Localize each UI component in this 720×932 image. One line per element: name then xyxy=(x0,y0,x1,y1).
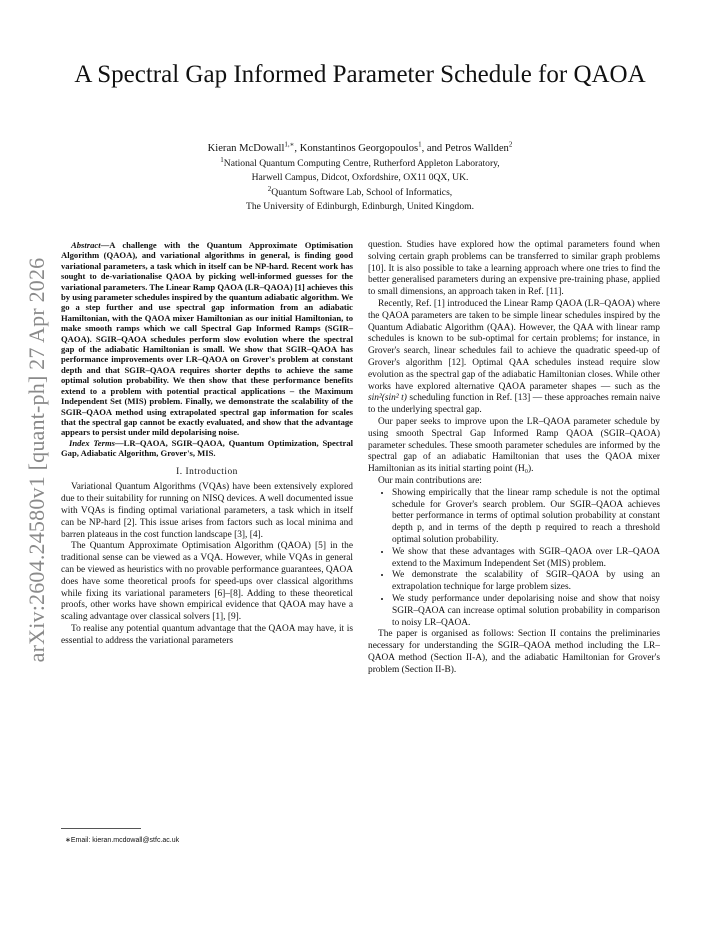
author-name: Kieran McDowall xyxy=(207,143,285,154)
footnote: ∗Email: kieran.mcdowall@stfc.ac.uk xyxy=(65,837,180,844)
contributions-list xyxy=(368,488,660,630)
author-sup: 1,∗ xyxy=(284,140,295,149)
paragraph-text: scheduling function in Ref. [13] — these approaches remain naive to the underlying spectral gap. xyxy=(368,393,660,416)
affiliation-sup: 2 xyxy=(267,184,272,193)
footnote-rule xyxy=(61,828,141,829)
paragraph xyxy=(368,299,660,417)
affiliation-sup: 1 xyxy=(220,155,224,164)
affiliation-line xyxy=(60,186,660,200)
paper-title: A Spectral Gap Informed Parameter Schedule for QAOA xyxy=(74,61,646,88)
abstract-text: —A challenge with the Quantum Approximate Optimisation Algorithm (QAOA), and variational algorithms in general, is finding good variational parameters, a task which in itself can be NP-hard. Recent work has sought to de-variationalise QAOA by picking well-informed guesses for the variational parameters. The Linear Ramp QAOA (LR–QAOA) [1] achieves this by using parameter schedules inspired by the quantum adiabatic algorithm. We go a step further and use spectral gap information from an adiabatic Hamiltonian, with the QAOA mixer Hamiltonian as our initial Hamiltonian, to make smooth ramps which we call Spectral Gap Informed Ramps (SGIR–QAOA). SGIR–QAOA schedules perform slow evolution where the spectral gap of the adiabatic Hamiltonian is small. We show that SGIR–QAOA has performance improvements over LR–QAOA on Grover's problem at constant depth and that SGIR–QAOA requires shorter depths to achieve the same optimal solution probability. We then show that these performance benefits extend to a problem with potential practical applications – the Maximum Independent Set (MIS) problem. Finally, we demonstrate the scalability of the SGIR–QAOA method using extrapolated spectral gap information for scales that the spectral gap cannot be exactly evaluated, and show that the advantage appears to persist under mild depolarising noise. xyxy=(61,240,353,438)
left-column xyxy=(61,240,353,647)
paragraph: Our paper seeks to improve upon the LR–QAOA parameter schedule by using smooth Spectral Gap Informed Ramp QAOA (SGIR–QAOA) parameter schedules. These smooth parameter schedules are informed by the spectral gap of an adiabatic Hamiltonian that uses the QAOA mixer Hamiltonian as its initial starting point (H₀). xyxy=(368,416,660,475)
affiliations xyxy=(60,157,660,215)
list-item: • We study performance under depolarising noise and show that noisy SGIR–QAOA can increase optimal solution probability in comparison to noisy LR–QAOA. xyxy=(392,594,660,629)
author-sup: 2 xyxy=(508,140,513,149)
affiliation-line xyxy=(60,157,660,171)
index-terms-text: —LR–QAOA, SGIR–QAOA, Quantum Optimization, Spectral Gap, Adiabatic Algorithm, Grover's, MIS. xyxy=(61,437,354,459)
paragraph: question. Studies have explored how the optimal parameters found when solving certain graph problems can be transferred to similar graph problems [10]. It is also possible to take a learning approach where one tries to find the better generalised parameters during an expensive pre-training phase, applied to small dimensions, an approach taken in Ref. [11]. xyxy=(368,240,660,298)
author-line xyxy=(60,142,660,156)
list-item: • We demonstrate the scalability of SGIR–QAOA by using an extrapolation technique for large problem sizes. xyxy=(392,570,660,594)
affiliation-text: Quantum Software Lab, School of Informatics, xyxy=(271,186,453,198)
paragraph-text: Recently, Ref. [1] introduced the Linear Ramp QAOA (LR–QAOA) where the QAOA parameters are taken to be simple linear schedules inspired by the Quantum Adiabatic Algorithm (QAA). However, the QAA with linear ramp schedules is known to be sub-optimal for certain problems; for instance, in Grover's search, linear schedules fail to achieve the quadratic speed-up of Grover's algorithm [12]. Optimal QAA schedules instead require slow evolution as the spectral gap of the adiabatic Hamiltonian closes. While other works have explored alternative QAOA parameter shapes — such as the xyxy=(368,298,660,392)
abstract xyxy=(61,240,353,438)
paragraph: Variational Quantum Algorithms (VQAs) have been extensively explored due to their suitability for running on NISQ devices. A well documented issue with VQAs is finding optimal variational parameters, a task which in itself can be NP-hard [2]. This issue arises from factors such as local minima and barren plateaus in the cost function landscape [3], [4]. xyxy=(61,482,353,540)
list-item: • Showing empirically that the linear ramp schedule is not the optimal schedule for Grover's search problem. Our SGIR–QAOA achieves better performance in terms of optimal solution probability at constant depth p, and in terms of the depth p required to reach a threshold optimal solution probability. xyxy=(392,488,660,547)
paragraph: Our main contributions are: xyxy=(378,475,482,486)
math-expression: sin²(sin² t) xyxy=(368,393,407,404)
author-separator: , and xyxy=(421,143,445,154)
affiliation-text: National Quantum Computing Centre, Rutherford Appleton Laboratory, xyxy=(223,158,500,169)
paragraph: To realise any potential quantum advantage that the QAOA may have, it is essential to address the variational parameters xyxy=(61,623,353,646)
abstract-label: Abstract xyxy=(71,240,101,250)
index-terms-label: Index Terms xyxy=(69,437,115,448)
section-heading: I. Introduction xyxy=(176,466,238,477)
index-terms xyxy=(61,438,353,459)
affiliation-line: Harwell Campus, Didcot, Oxfordshire, OX11 0QX, UK. xyxy=(251,172,469,184)
affiliation-line: The University of Edinburgh, Edinburgh, United Kingdom. xyxy=(245,201,474,213)
author-sup: 1 xyxy=(418,140,422,149)
author-name: Petros Wallden xyxy=(444,143,509,154)
author-name: Konstantinos Georgopoulos xyxy=(299,143,419,154)
arxiv-sidebar xyxy=(22,250,52,670)
paragraph: The Quantum Approximate Optimisation Algorithm (QAOA) [5] in the traditional sense can be viewed as a VQA. However, while VQAs in general can be viewed as heuristics with no provable performance guarantees, QAOA does have some theoretical proofs for speed-ups over classical algorithms while fixing its variational parameters [6]–[8]. Adding to these theoretical proofs, other works have shown empirical evidence that QAOA may have a scaling advantage over classical solvers [1], [9]. xyxy=(61,541,353,623)
list-item: • We show that these advantages with SGIR–QAOA over LR–QAOA extend to the Maximum Independent Set (MIS) problem. xyxy=(392,547,660,571)
paragraph: The paper is organised as follows: Section II contains the preliminaries necessary for understanding the SGIR–QAOA method including the LR–QAOA method (Section II-A), and the adiabatic Hamiltonian for Grover's problem (Section II-B). xyxy=(368,629,660,675)
right-column xyxy=(368,240,660,676)
author-separator: , xyxy=(294,143,300,154)
arxiv-identifier: arXiv:2604.24580v1 [quant-ph] 27 Apr 2026 xyxy=(24,257,49,663)
